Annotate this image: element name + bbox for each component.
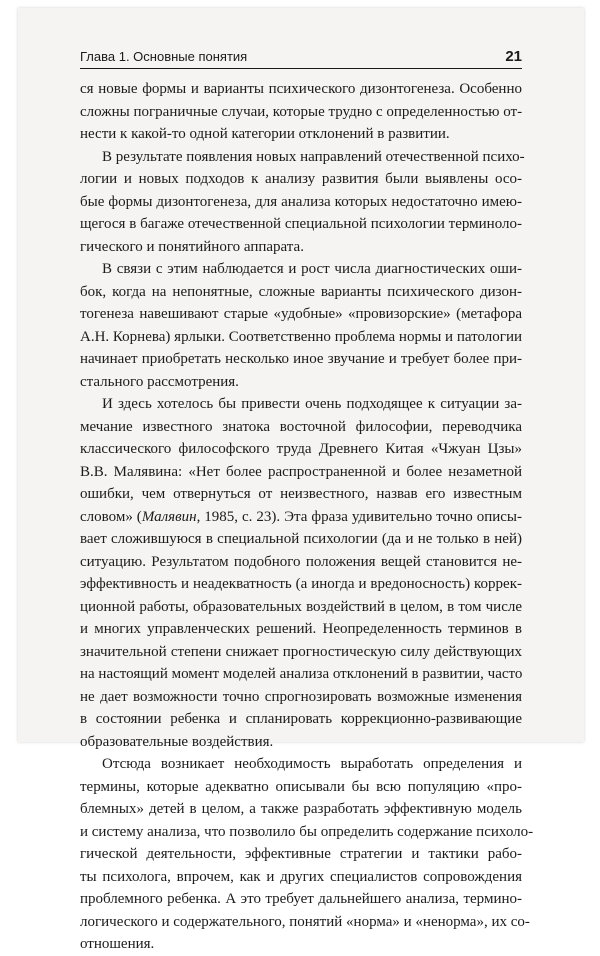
text-line: ционной работы, образовательных воздействий в целом, в том числе: [80, 598, 522, 615]
running-head: Глава 1. Основные понятия: [80, 49, 248, 64]
body-text: [80, 78, 534, 956]
text-line: нести к какой-то одной категории отклонений в развитии.: [80, 126, 450, 142]
text-line: ты психолога, впрочем, как и других специалистов сопровождения: [80, 868, 522, 885]
text-line: термины, которые адекватно описывали бы всю популяцию «про-: [80, 778, 522, 795]
text-line: А.Н. Корнева) ярлыки. Соответственно проблема нормы и патологии: [80, 328, 522, 345]
text-line: тогенеза навешивают старые «удобные» «провизорские» (метафора: [80, 306, 522, 322]
paragraph-2: [80, 146, 525, 259]
citation-details: , 1985, с. 23). Эта фраза удивительно точно описы-: [196, 508, 522, 525]
text-line: блемных» детей в целом, а также разработать эффективную модель: [80, 801, 522, 817]
paragraph-1: [80, 78, 522, 146]
book-page: [18, 8, 584, 952]
text-line: ошибки, чем отвернуться от неизвестного, назвав его известным: [80, 486, 522, 502]
text-line: В связи с этим наблюдается и рост числа диагностических оши-: [102, 261, 522, 277]
text-line: И здесь хотелось бы привести очень подходящее к ситуации за-: [102, 396, 522, 412]
citation-author: Малявин: [141, 508, 197, 525]
text-fragment: словом» (: [80, 508, 142, 525]
text-line: щегося в багаже отечественной специальной психологии терминоло-: [80, 216, 522, 232]
paragraph-5: [80, 753, 534, 956]
text-line: классического философского труда Древнего Китая «Чжуан Цзы»: [80, 441, 522, 457]
text-line: и систему анализа, что позволило бы определить содержание психоло-: [80, 823, 534, 840]
text-line: образовательные воздействия.: [80, 733, 274, 750]
text-line: бок, когда на непонятные, сложные варианты психического дизон-: [80, 283, 522, 300]
text-line: проблемного ребенка. А это требует дальнейшего анализа, термино-: [80, 891, 522, 907]
text-line: гического и понятийного аппарата.: [80, 238, 304, 255]
page-number: 21: [505, 48, 522, 65]
text-line: мечание известного знатока восточной философии, переводчика: [80, 418, 522, 435]
text-line: Отсюда возникает необходимость выработать определения и: [102, 756, 522, 772]
text-line: начинает приобретать несколько иное звучание и требует более при-: [80, 351, 522, 367]
text-line-with-citation: [80, 506, 522, 529]
text-line: В.В. Малявина: «Нет более распространенной и более незаметной: [80, 463, 522, 480]
text-line: и многих управленческих решений. Неопределенность терминов в: [80, 621, 522, 637]
text-line: стального рассмотрения.: [80, 373, 239, 390]
text-line: значительной степени снижает прогностическую силу действующих: [80, 643, 522, 660]
text-line: В результате появления новых направлений отечественной психо-: [102, 148, 525, 165]
text-line: бые формы дизонтогенеза, для анализа которых недостаточно имею-: [80, 193, 522, 210]
text-line: ситуацию. Результатом подобного положения вещей становится не-: [80, 553, 522, 570]
text-line: отношения.: [80, 936, 155, 952]
page-header: [80, 46, 522, 69]
paragraph-3: [80, 258, 522, 393]
text-line: логического и содержательного, понятий «норма» и «ненорма», их со-: [80, 913, 530, 930]
text-line: на настоящий момент моделей анализа отклонений в развитии, часто: [80, 666, 523, 682]
text-line: эффективность и неадекватность (а иногда и вредоносность) коррек-: [80, 576, 522, 592]
text-line: не дает возможности точно спрогнозировать возможные изменения: [80, 688, 522, 705]
text-line: логии и новых подходов к анализу развития были выявлены осо-: [80, 171, 522, 187]
text-line: вает сложившуюся в специальной психологии (да и не только в ней): [80, 531, 522, 547]
text-line: ся новые формы и варианты психического дизонтогенеза. Особенно: [80, 81, 522, 97]
paragraph-4: [80, 393, 522, 753]
text-line: в состоянии ребенка и спланировать коррекционно-развивающие: [80, 711, 522, 727]
text-line: гической деятельности, эффективные стратегии и тактики рабо-: [80, 846, 522, 862]
text-line: сложны пограничные случаи, которые трудно с определенностью от-: [80, 103, 523, 120]
